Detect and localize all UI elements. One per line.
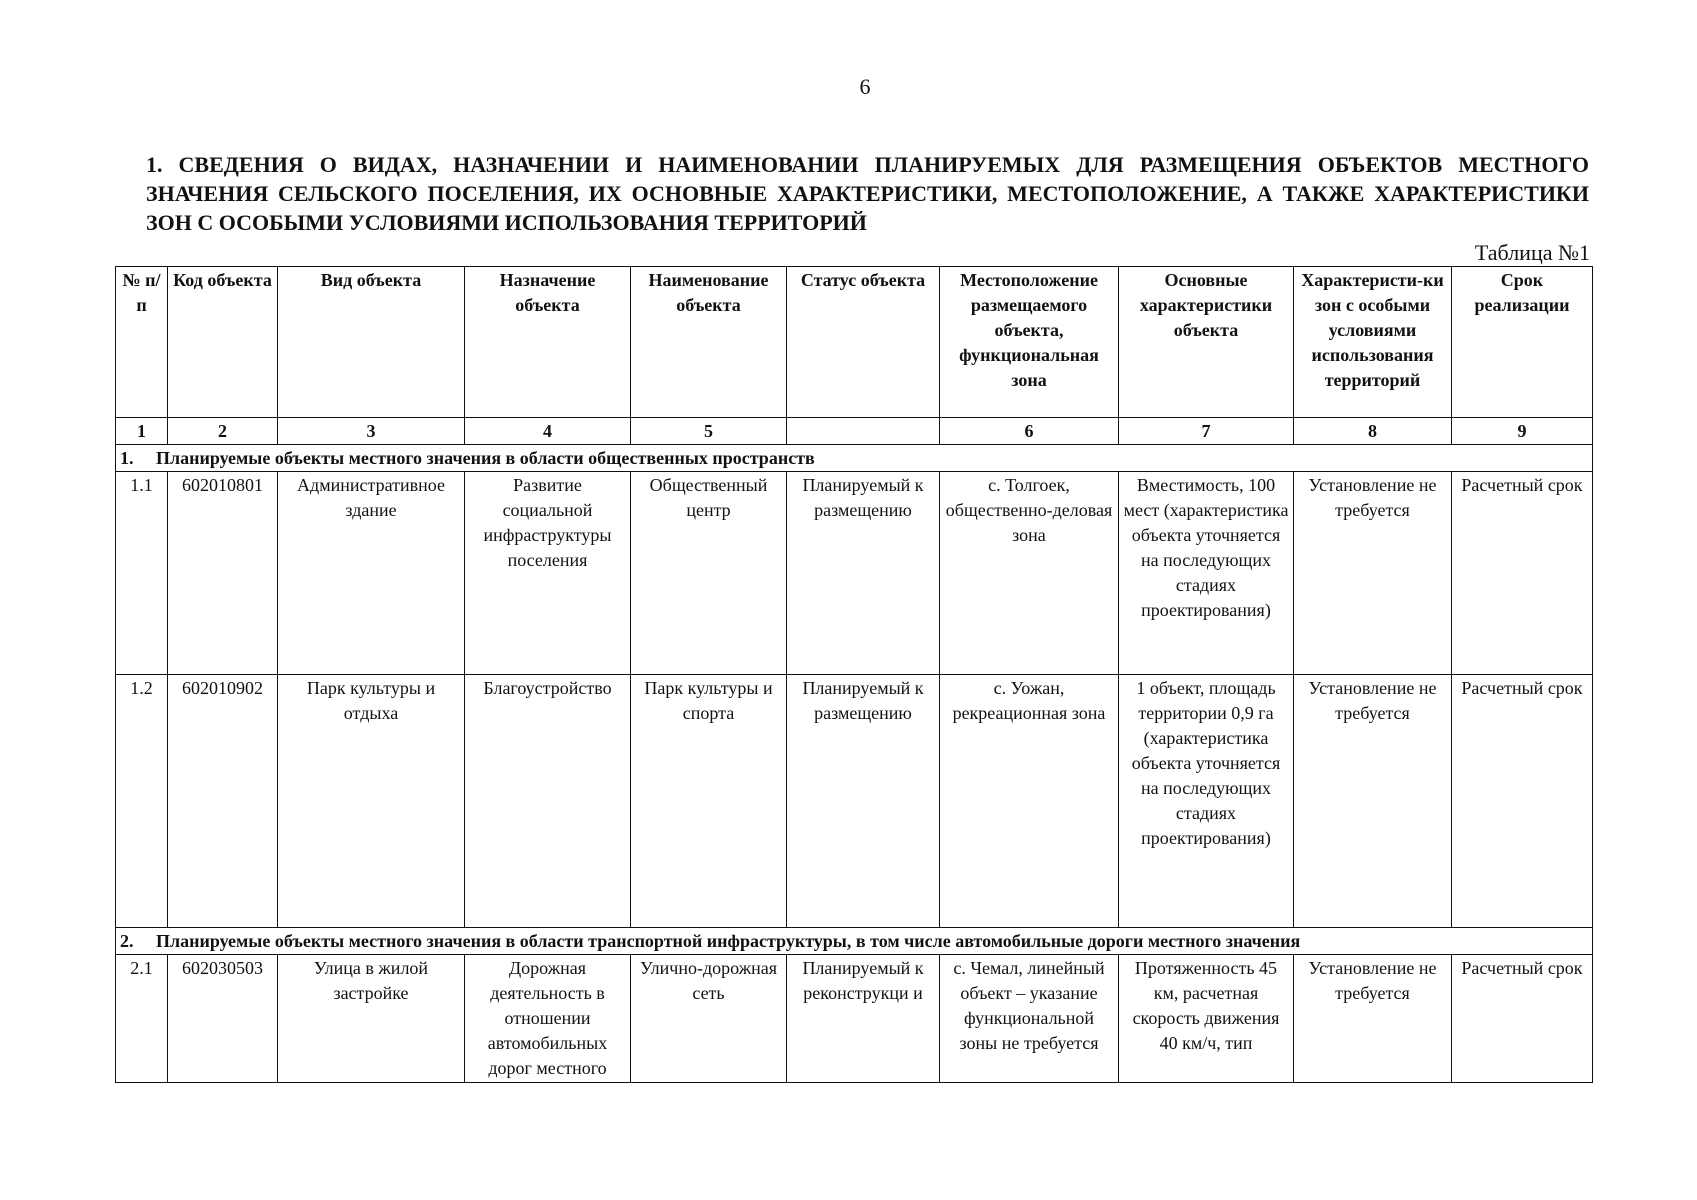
column-header: Код объекта xyxy=(168,267,278,418)
column-number: 3 xyxy=(278,418,465,445)
table-row xyxy=(116,675,1593,928)
column-number: 5 xyxy=(631,418,787,445)
column-header: Местоположение размещаемого объекта, функциональная зона xyxy=(940,267,1119,418)
cell-number: 1.1 xyxy=(116,472,168,675)
cell-name: Улично-дорожная сеть xyxy=(631,955,787,1083)
cell-purpose: Развитие социальной инфраструктуры поселения xyxy=(465,472,631,675)
column-header: Вид объекта xyxy=(278,267,465,418)
column-header: Характеристи-ки зон с особыми условиями использования территорий xyxy=(1294,267,1452,418)
section-header-row xyxy=(116,445,1593,472)
section-number: 2. xyxy=(120,931,134,951)
column-number: 2 xyxy=(168,418,278,445)
cell-zone-characteristics: Установление не требуется xyxy=(1294,675,1452,928)
column-number: 6 xyxy=(940,418,1119,445)
cell-location: с. Толгоек, общественно-деловая зона xyxy=(940,472,1119,675)
cell-status: Планируемый к размещению xyxy=(787,675,940,928)
table-row xyxy=(116,955,1593,1083)
cell-zone-characteristics: Установление не требуется xyxy=(1294,472,1452,675)
cell-term: Расчетный срок xyxy=(1452,955,1593,1083)
cell-characteristics: Вместимость, 100 мест (характеристика объекта уточняется на последующих стадиях проектирования) xyxy=(1119,472,1294,675)
cell-purpose: Дорожная деятельность в отношении автомобильных дорог местного xyxy=(465,955,631,1083)
column-number-row xyxy=(116,418,1593,445)
cell-name: Парк культуры и спорта xyxy=(631,675,787,928)
cell-number: 1.2 xyxy=(116,675,168,928)
column-header: Срок реализации xyxy=(1452,267,1593,418)
cell-type: Административное здание xyxy=(278,472,465,675)
section-number: 1. xyxy=(120,448,134,468)
cell-number: 2.1 xyxy=(116,955,168,1083)
planned-objects-table xyxy=(115,266,1593,1083)
section-header xyxy=(116,928,1593,955)
section-title: Планируемые объекты местного значения в области транспортной инфраструктуры, в том числе автомобильные дороги местного значения xyxy=(156,931,1301,951)
column-header: Статус объекта xyxy=(787,267,940,418)
cell-term: Расчетный срок xyxy=(1452,472,1593,675)
cell-code: 602030503 xyxy=(168,955,278,1083)
section-header-row xyxy=(116,928,1593,955)
cell-status: Планируемый к размещению xyxy=(787,472,940,675)
column-number: 9 xyxy=(1452,418,1593,445)
column-header: Основные характеристики объекта xyxy=(1119,267,1294,418)
cell-status: Планируемый к реконструкци и xyxy=(787,955,940,1083)
column-number: 4 xyxy=(465,418,631,445)
cell-location: с. Уожан, рекреационная зона xyxy=(940,675,1119,928)
cell-characteristics: 1 объект, площадь территории 0,9 га (характеристика объекта уточняется на последующих стадиях проектирования) xyxy=(1119,675,1294,928)
table-caption: Таблица №1 xyxy=(1474,240,1590,265)
cell-code: 602010801 xyxy=(168,472,278,675)
column-number xyxy=(787,418,940,445)
cell-type: Парк культуры и отдыха xyxy=(278,675,465,928)
cell-term: Расчетный срок xyxy=(1452,675,1593,928)
column-header: Назначение объекта xyxy=(465,267,631,418)
column-header: № п/п xyxy=(116,267,168,418)
cell-location: с. Чемал, линейный объект – указание функциональной зоны не требуется xyxy=(940,955,1119,1083)
cell-characteristics: Протяженность 45 км, расчетная скорость движения 40 км/ч, тип xyxy=(1119,955,1294,1083)
cell-purpose: Благоустройство xyxy=(465,675,631,928)
column-header: Наименование объекта xyxy=(631,267,787,418)
cell-type: Улица в жилой застройке xyxy=(278,955,465,1083)
column-number: 7 xyxy=(1119,418,1294,445)
column-number: 8 xyxy=(1294,418,1452,445)
cell-code: 602010902 xyxy=(168,675,278,928)
section-title: Планируемые объекты местного значения в области общественных пространств xyxy=(156,448,815,468)
cell-name: Общественный центр xyxy=(631,472,787,675)
header-row xyxy=(116,267,1593,418)
document-heading: 1. СВЕДЕНИЯ О ВИДАХ, НАЗНАЧЕНИИ И НАИМЕНОВАНИИ ПЛАНИРУЕМЫХ ДЛЯ РАЗМЕЩЕНИЯ ОБЪЕКТОВ МЕСТНОГО ЗНАЧЕНИЯ СЕЛЬСКОГО ПОСЕЛЕНИЯ, ИХ ОСНОВНЫЕ ХАРАКТЕРИСТИКИ, МЕСТОПОЛОЖЕНИЕ, А ТАКЖЕ ХАРАКТЕРИСТИКИ ЗОН С ОСОБЫМИ УСЛОВИЯМИ ИСПОЛЬЗОВАНИЯ ТЕРРИТОРИЙ xyxy=(146,152,1589,235)
section-header xyxy=(116,445,1593,472)
page-number: 6 xyxy=(859,74,871,99)
column-number: 1 xyxy=(116,418,168,445)
cell-zone-characteristics: Установление не требуется xyxy=(1294,955,1452,1083)
table-row xyxy=(116,472,1593,675)
